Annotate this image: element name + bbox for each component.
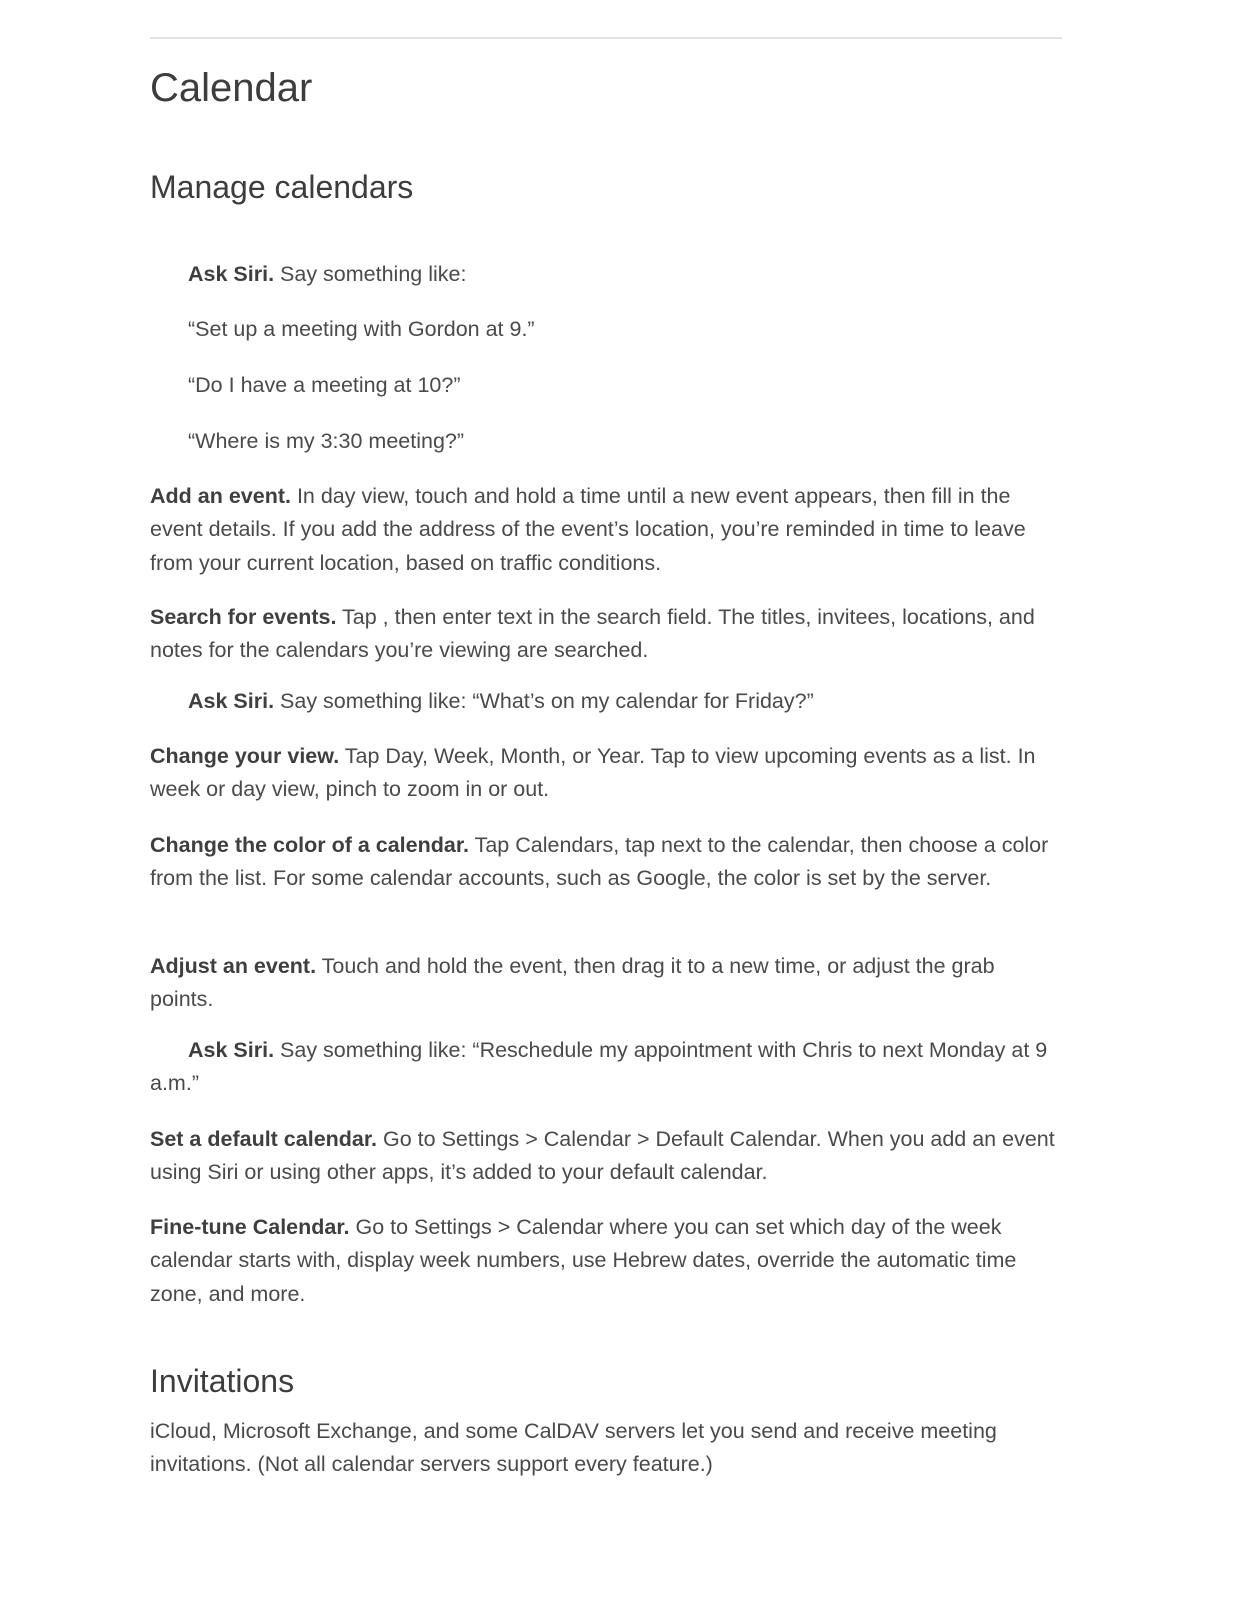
default-calendar-text: Go to Settings > Calendar > Default Calendar. When you add an event using Siri or using other apps, it’s added to your default calendar.	[150, 1127, 1055, 1185]
ask-siri-text: Say something like: “What’s on my calendar for Friday?”	[274, 689, 814, 713]
add-event-text: In day view, touch and hold a time until a new event appears, then fill in the event details. If you add the address of the event’s location, you’re reminded in time to leave from your current location, based on traffic conditions.	[150, 484, 1026, 575]
ask-siri-tip	[188, 685, 1062, 718]
adjust-event-label: Adjust an event.	[150, 954, 317, 978]
top-divider	[150, 37, 1062, 39]
invitations-paragraph: iCloud, Microsoft Exchange, and some CalDAV servers let you send and receive meeting invitations. (Not all calendar servers support every feature.)	[150, 1419, 997, 1477]
default-calendar-label: Set a default calendar.	[150, 1127, 378, 1151]
add-event-label: Add an event.	[150, 484, 291, 508]
change-view-paragraph	[150, 740, 1062, 807]
adjust-event-text: Touch and hold the event, then drag it to a new time, or adjust the grab points.	[150, 954, 995, 1012]
ask-siri-label: Ask Siri.	[188, 689, 275, 713]
search-events-paragraph	[150, 601, 1062, 668]
section-heading-invitations: Invitations	[150, 1363, 295, 1399]
fine-tune-text: Go to Settings > Calendar where you can set which day of the week calendar starts with, display week numbers, use Hebrew dates, override the automatic time zone, and more.	[150, 1215, 1017, 1306]
ask-siri-label: Ask Siri.	[188, 262, 275, 286]
change-color-paragraph	[150, 829, 1062, 896]
fine-tune-paragraph	[150, 1211, 1062, 1311]
add-event-paragraph	[150, 480, 1062, 580]
change-color-text: Tap Calendars, tap next to the calendar, then choose a color from the list. For some calendar accounts, such as Google, the color is set by the server.	[150, 833, 1049, 891]
fine-tune-label: Fine-tune Calendar.	[150, 1215, 350, 1239]
default-calendar-paragraph	[150, 1123, 1062, 1190]
change-view-label: Change your view.	[150, 744, 340, 768]
section-heading-manage-calendars: Manage calendars	[150, 169, 414, 205]
siri-example-quote: “Where is my 3:30 meeting?”	[188, 429, 465, 453]
search-events-text: Tap , then enter text in the search field. The titles, invitees, locations, and notes for the calendars you’re viewing are searched.	[150, 605, 1035, 663]
ask-siri-tip	[150, 1034, 1062, 1101]
change-view-text: Tap Day, Week, Month, or Year. Tap to view upcoming events as a list. In week or day view, pinch to zoom in or out.	[150, 744, 1036, 802]
siri-example-quote: “Do I have a meeting at 10?”	[188, 373, 461, 397]
search-events-label: Search for events.	[150, 605, 337, 629]
siri-example-quote: “Set up a meeting with Gordon at 9.”	[188, 317, 535, 341]
ask-siri-tip	[188, 258, 1062, 291]
page-title: Calendar	[150, 66, 313, 110]
change-color-label: Change the color of a calendar.	[150, 833, 469, 857]
adjust-event-paragraph	[150, 950, 1062, 1017]
ask-siri-label: Ask Siri.	[188, 1038, 275, 1062]
ask-siri-text: Say something like: “Reschedule my appointment with Chris to next Monday at 9 a.m.”	[150, 1038, 1048, 1096]
ask-siri-text: Say something like:	[274, 262, 467, 286]
